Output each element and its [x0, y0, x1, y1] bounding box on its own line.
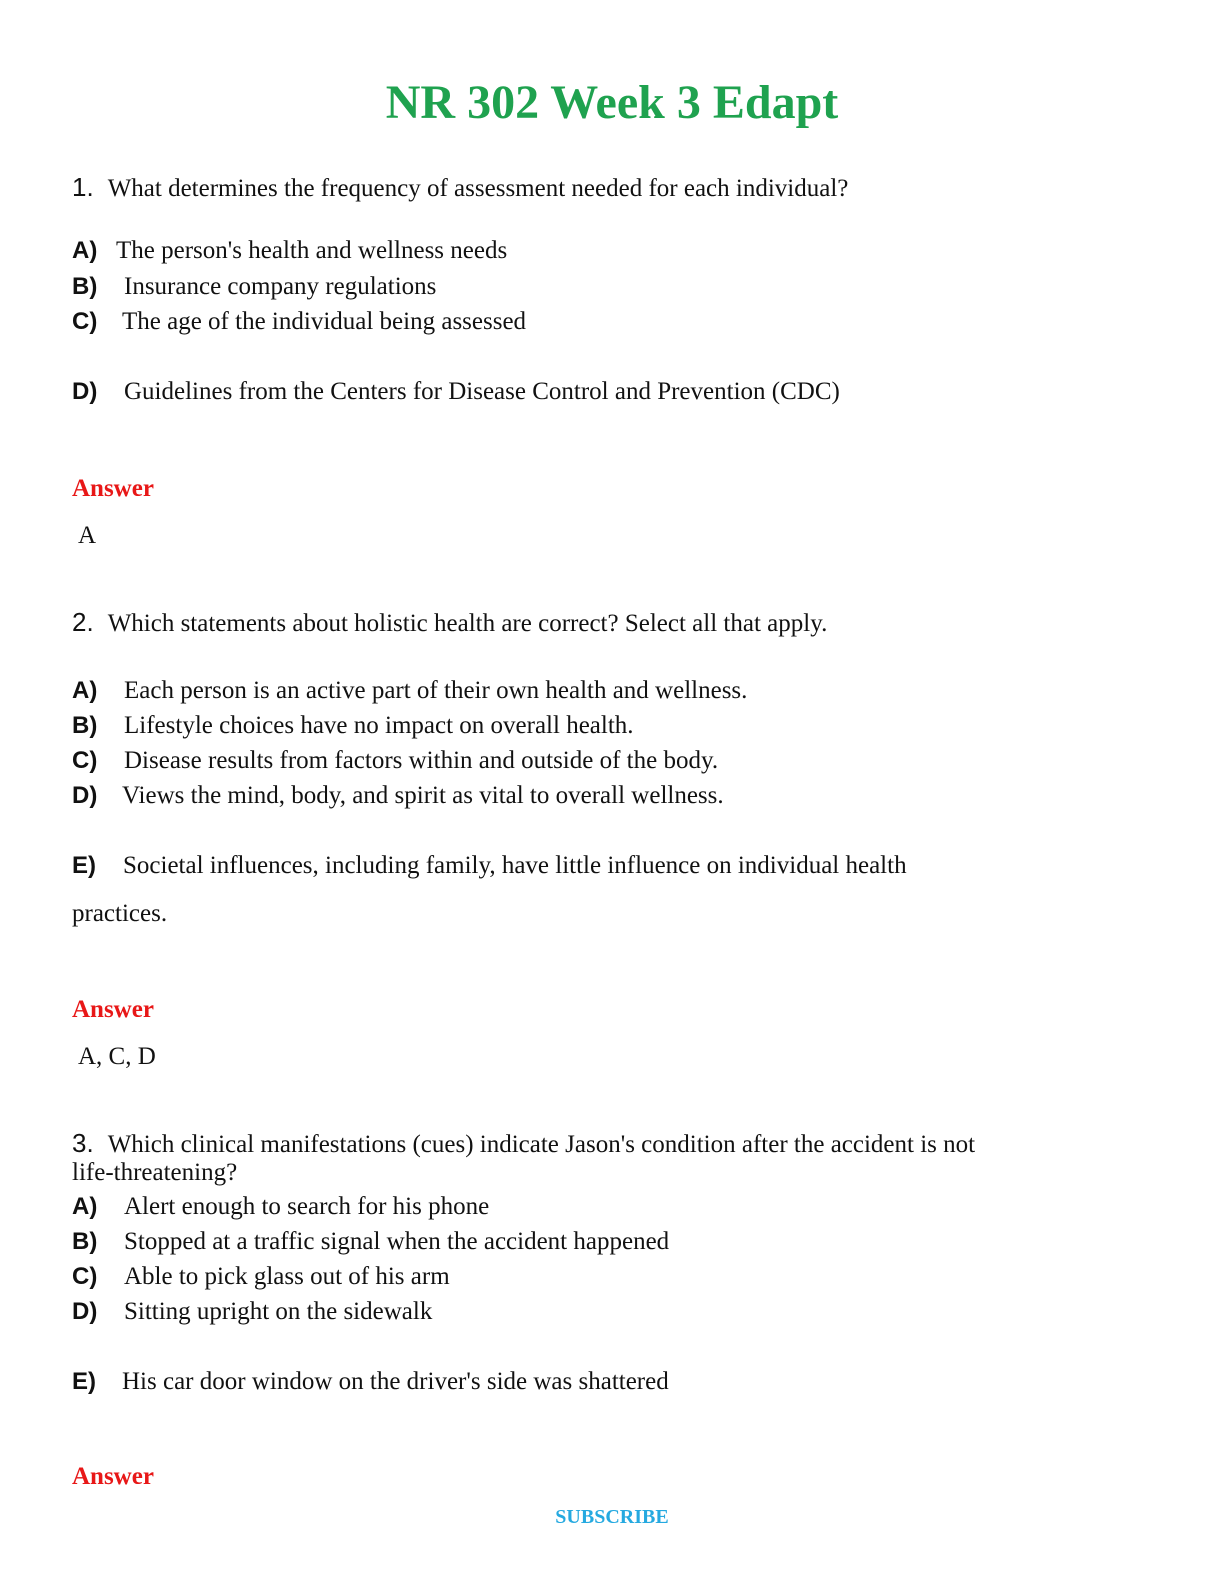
- option-a: [72, 676, 747, 706]
- option-c: [72, 746, 718, 776]
- option-letter: A): [72, 1193, 98, 1220]
- answer-value: A, C, D: [78, 1043, 156, 1070]
- answer-label: Answer: [72, 475, 154, 502]
- page-title: NR 302 Week 3 Edapt: [385, 76, 839, 129]
- option-text: Views the mind, body, and spirit as vital to overall wellness.: [122, 782, 724, 809]
- option-d: [72, 377, 840, 407]
- option-letter: E): [72, 1368, 96, 1395]
- option-text: Sitting upright on the sidewalk: [124, 1298, 433, 1325]
- option-a: [72, 236, 507, 266]
- option-c: [72, 307, 526, 337]
- option-text: His car door window on the driver's side was shattered: [122, 1368, 669, 1395]
- answer-label: Answer: [72, 996, 154, 1023]
- option-letter: A): [72, 237, 98, 264]
- option-letter: D): [72, 1298, 98, 1325]
- question-number: 1.: [72, 172, 94, 202]
- question-3: [72, 1128, 975, 1160]
- option-text: Guidelines from the Centers for Disease Control and Prevention (CDC): [124, 378, 840, 405]
- option-letter: A): [72, 677, 98, 704]
- question-2: [72, 607, 827, 639]
- option-e: [72, 851, 907, 881]
- question-text: Which clinical manifestations (cues) indicate Jason's condition after the accident is not: [107, 1131, 976, 1158]
- option-d: [72, 781, 724, 811]
- option-b: [72, 711, 634, 741]
- question-text-continuation: life-threatening?: [72, 1159, 238, 1186]
- option-e-continuation: practices.: [72, 900, 168, 927]
- option-letter: E): [72, 852, 96, 879]
- option-b: [72, 1227, 669, 1257]
- question-number: 2.: [72, 607, 94, 637]
- option-letter: B): [72, 1228, 98, 1255]
- question-text: What determines the frequency of assessment needed for each individual?: [107, 175, 849, 202]
- question-1: [72, 172, 848, 204]
- option-text: The person's health and wellness needs: [116, 237, 508, 264]
- answer-value: A: [78, 522, 97, 549]
- option-d: [72, 1297, 432, 1327]
- option-text: Alert enough to search for his phone: [124, 1193, 490, 1220]
- option-b: [72, 272, 436, 302]
- option-letter: B): [72, 273, 98, 300]
- question-number: 3.: [72, 1128, 94, 1158]
- option-a: [72, 1192, 489, 1222]
- option-letter: D): [72, 782, 98, 809]
- question-text: Which statements about holistic health are correct? Select all that apply.: [107, 610, 828, 637]
- option-text: Each person is an active part of their own health and wellness.: [124, 677, 748, 704]
- option-text: Insurance company regulations: [124, 273, 437, 300]
- option-text: Able to pick glass out of his arm: [124, 1263, 450, 1290]
- option-letter: C): [72, 747, 98, 774]
- answer-label: Answer: [72, 1463, 154, 1490]
- subscribe-link[interactable]: SUBSCRIBE: [555, 1506, 669, 1528]
- option-text: Societal influences, including family, have little influence on individual health: [123, 852, 907, 879]
- option-letter: C): [72, 1263, 98, 1290]
- option-text: Lifestyle choices have no impact on overall health.: [124, 712, 634, 739]
- option-text: Disease results from factors within and outside of the body.: [124, 747, 719, 774]
- option-letter: C): [72, 308, 98, 335]
- option-c: [72, 1262, 450, 1292]
- option-text: Stopped at a traffic signal when the accident happened: [124, 1228, 670, 1255]
- option-letter: D): [72, 378, 98, 405]
- option-text: The age of the individual being assessed: [122, 308, 527, 335]
- option-e: [72, 1367, 669, 1397]
- option-letter: B): [72, 712, 98, 739]
